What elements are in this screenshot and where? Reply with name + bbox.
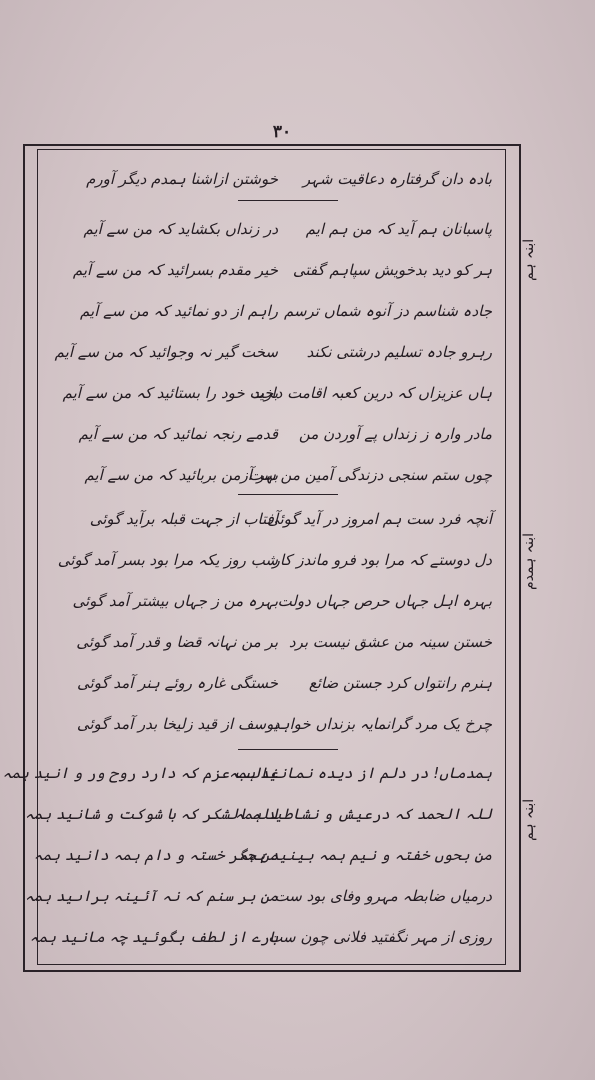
section-rule	[238, 494, 338, 495]
section-rule	[238, 749, 338, 750]
verse-line-right: مادر وارہ ز زنداں پے آوردن من	[298, 425, 492, 443]
verse-line-left: سخت گیر نہ وجوائید کہ من سے آیم	[54, 343, 278, 361]
verse-line-right: آنچہ فرد ست ہم امروز در آید گوئی	[266, 510, 492, 528]
verse-line-left: من جگر خستہ و دام ہمہ دانید ہمہ	[33, 846, 278, 864]
verse-line-right: ہر کو دید بدخویش سپاہم گفتی	[292, 261, 492, 279]
verse-line-right: چوں ستم سنجی دزندگی آمین من ست	[248, 466, 492, 484]
margin-note: ابنہ ہم	[521, 798, 537, 842]
verse-line-left: للہ الشکر کہ با شوکت و شانید ہمہ	[24, 805, 278, 823]
verse-line-left: شب روز یکہ مرا بود بسر آمد گوئی	[57, 551, 278, 569]
section-rule	[238, 200, 338, 201]
verse-line-right: ہنرم رانتواں کرد جستن ضائع	[308, 674, 492, 692]
verse-line-left: خوشتن ازاشنا ہمدم دیگر آورم	[86, 170, 278, 188]
verse-line-left: بہر آزمن بربائید کہ من سے آیم	[84, 466, 278, 484]
verse-line-right: بہرہ اہل جہاں حرص جہاں دولت	[277, 592, 492, 610]
verse-line-left: یوسف از قید زلیخا بدر آمد گوئی	[76, 715, 278, 733]
verse-line-right: للہ الحمد کہ درعیش و نشاطید ہمہ	[234, 805, 492, 823]
verse-line-right: دل دوستے کہ مرا بود فرو ماندز کار	[272, 551, 492, 569]
verse-line-right: من بحوں خفتہ و نیم ہمہ بینید ہمہ	[238, 846, 492, 864]
page-number: ۳۰	[272, 122, 292, 142]
verse-line-left: غالب عزم کہ دارد روح ور و انید ہمہ	[2, 764, 278, 782]
verse-line-right: چرخ یک مرد گرانمایہ بزنداں خواہد	[272, 715, 492, 733]
margin-note: ابنہ ہمدم	[521, 533, 537, 591]
verse-line-right: خستن سینہ من عشق نیست برد	[288, 633, 492, 651]
verse-line-right: روزی از مہر نگفتید فلانی چون ست	[268, 928, 492, 946]
verse-line-left: بارے از لطف بگوئید چہ مانید ہمہ	[29, 928, 278, 946]
verse-line-left: قدمے رنجہ نمائید کہ من سے آیم	[78, 425, 278, 443]
verse-line-left: خستگی غارہ روئے ہنر آمد گوئی	[77, 674, 278, 692]
verse-line-left: بہرہ من ز جہاں بیشتر آمد گوئی	[72, 592, 278, 610]
verse-line-left: بخت خود را بستائید کہ من سے آیم	[62, 384, 278, 402]
verse-line-right: رہرو جادہ تسلیم درشتی نکند	[306, 343, 492, 361]
verse-line-left: راہم از دو نمائید کہ من سے آیم	[80, 302, 278, 320]
verse-line-left: بر من نہانہ قضا و قدر آمد گوئی	[76, 633, 278, 651]
verse-line-left: در زنداں بکشاید کہ من سے آیم	[83, 220, 278, 238]
verse-line-left: من بر سنم کہ نہ آئینہ براںید ہمہ	[24, 887, 278, 905]
verse-line-right: جادہ شناسم دز آنوہ شماں ترسم	[283, 302, 492, 320]
verse-line-right: ہمدماں! در دلم از دیدہ نمانید ہمہ	[228, 764, 492, 782]
verse-line-right: پاسبانان ہم آید کہ من ہم ایم	[305, 220, 492, 238]
margin-note: ابنہ ہم	[521, 238, 537, 282]
verse-line-left: خیر مقدم بسرائید کہ من سے آیم	[72, 261, 278, 279]
verse-line-right: درمیاں ضابطہ مہرو وفای بود ست	[274, 887, 492, 905]
verse-line-right: بادہ دان گرفتارہ دعاقیت شہر	[302, 170, 492, 188]
verse-line-right: ہاں عزیزاں کہ درین کعبہ اقامت دارید	[252, 384, 492, 402]
verse-line-left: آفتاب از جہت قبلہ برآید گوئی	[89, 510, 278, 528]
